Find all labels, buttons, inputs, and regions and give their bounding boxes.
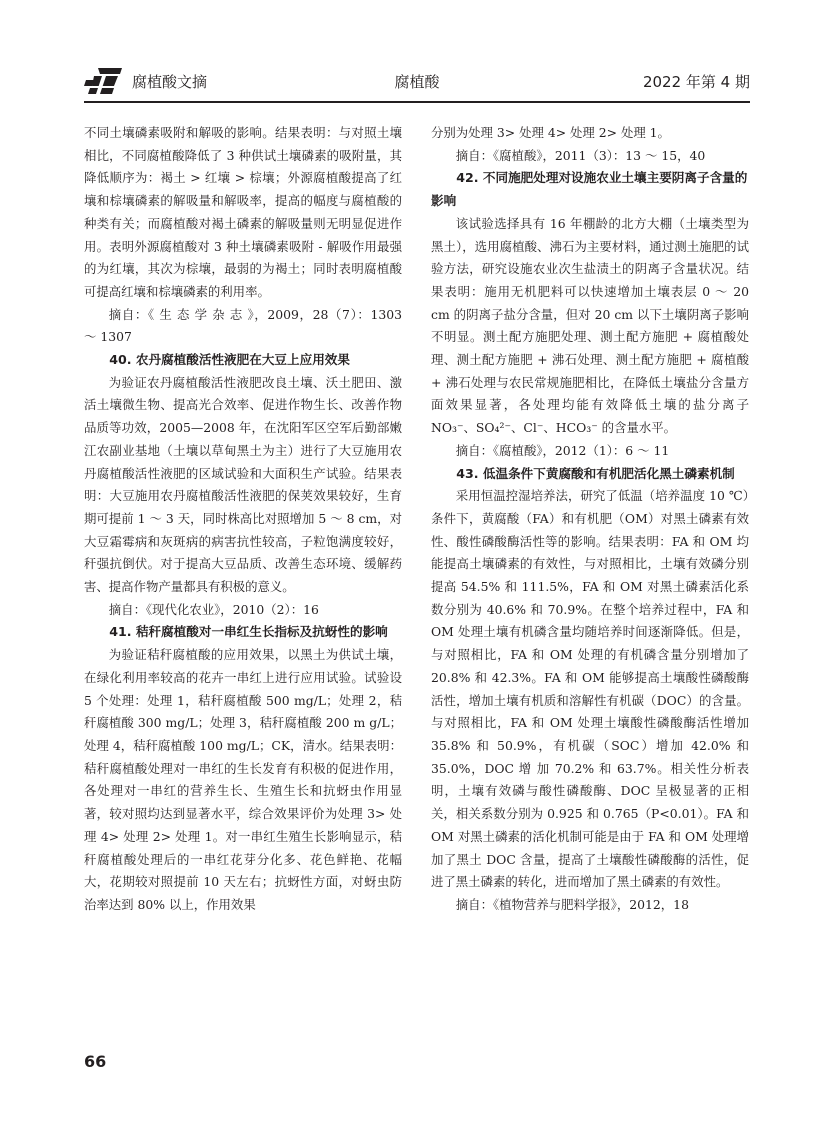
article-title-42: 42. 不同施肥处理对设施农业土壤主要阴离子含量的影响: [431, 170, 748, 209]
citation-41: 摘自：《腐植酸》，2011（3）：13 ～ 15，40: [455, 147, 706, 163]
header-center-title: 腐植酸: [394, 73, 440, 91]
header-issue: 2022 年第 4 期: [642, 73, 750, 91]
page-header: [84, 64, 750, 98]
article-title-41: 41. 秸秆腐植酸对一串红生长指标及抗蚜性的影响: [109, 624, 388, 640]
citation-40: 摘自：《现代化农业》，2010（2）：16: [108, 601, 319, 617]
article-body-40: 为验证农丹腐植酸活性液肥改良土壤、沃土肥田、激活土壤微生物、提高光合效率、促进作物生长、改善作物品质等功效，2005—2008 年，在沈阳军区空军后勤部嫩江农副业基地（土壤以草甸黑土为主）进行了大豆施用农丹腐植酸活性液肥的区域试验和大面积生产试验。结果表明：大豆施用农丹腐植酸活性液肥的保荚效果较好，生育期可提前 1 ～ 3 天，同时株高比对照增加 5 ～ 8 cm，对大豆霜霉病和灰斑病的病害抗性较高，子粒饱满度较好，秆强抗倒伏。对于提高大豆品质、改善生态环境、缓解药害、提高作物产量都具有积极的意义。: [84, 374, 402, 595]
article-title-43: 43. 低温条件下黄腐酸和有机肥活化黑土磷素机制: [456, 465, 735, 481]
article-body-41: 为验证秸秆腐植酸的应用效果，以黑土为供试土壤，在绿化利用率较高的花卉一串红上进行应用试验。试验设 5 个处理：处理 1，秸秆腐植酸 500 mg/L；处理 2，秸秆腐植酸 300 mg/L；处理 3，秸秆腐植酸 200 m g/L；处理 4，秸秆腐植酸 100 mg/L；CK，清水。结果表明：秸秆腐植酸处理对一串红的生长发育有积极的促进作用，各处理对一串红的营养生长、生殖生长和抗蚜虫作用显著，较对照均达到显著水平，综合效果评价为处理 3> 处理 4> 处理 2> 处理 1。对一串红生殖生长影响显示，秸秆腐植酸处理后的一串红花芽分化多、花色鲜艳、花幅大，花期较对照提前 10 天左右；抗蚜性方面，对蚜虫防治率达到 80% 以上，作用效果: [84, 647, 402, 912]
paragraph-continued: 不同土壤磷素吸附和解吸的影响。结果表明：与对照土壤相比，不同腐植酸降低了 3 种供试土壤磷素的吸附量，其降低顺序为：褐土 > 红壤 > 棕壤；外源腐植酸提高了红壤和棕壤磷素的解吸量和解吸率，提高的幅度与腐植酸的种类有关；而腐植酸对褐土磷素的解吸量则无明显促进作用。表明外源腐植酸对 3 种土壤磷素吸附 - 解吸作用最强的为红壤，其次为棕壤，最弱的为褐土；同时表明腐植酸可提高红壤和棕壤磷素的利用率。: [84, 125, 402, 299]
citation-39: 摘自：《 生 态 学 杂 志 》，2009，28（7）：1303 ～ 1307: [84, 306, 402, 345]
header-journal-name: 腐植酸文摘: [132, 73, 208, 91]
article-title-40: 40. 农丹腐植酸活性液肥在大豆上应用效果: [109, 352, 350, 368]
article-body-43: 采用恒温控湿培养法，研究了低温（培养温度 10 ℃）条件下，黄腐酸（FA）和有机肥（OM）对黑土磷素有效性、酸性磷酸酶活性等的影响。结果表明：FA 和 OM 均能提高土壤磷素的有效性，与对照相比，土壤有效磷分别提高 54.5% 和 111.5%，FA 和 OM 对黑土磷素活化系数分别为 40.6% 和 70.9%。在整个培养过程中，FA 和 OM 处理土壤有机磷含量均随培养时间逐渐降低。但是，与对照相比，FA 和 OM 处理的有机磷含量分别增加了 20.8% 和 42.3%。FA 和 OM 能够提高土壤酸性磷酸酶活性，增加土壤有机质和溶解性有机碳（DOC）的含量。与对照相比，FA 和 OM 处理土壤酸性磷酸酶活性增加 35.8% 和 50.9%，有机碳（SOC）增加 42.0% 和 35.0%，DOC 增 加 70.2% 和 63.7%。相关性分析表明，土壤有效磷与酸性磷酸酶、DOC 呈极显著的正相关，相关系数分别为 0.925 和 0.765（P<0.01）。FA 和 OM 对黑土磷素的活化机制可能是由于 FA 和 OM 处理增加了黑土 DOC 含量，提高了土壤酸性磷酸酶的活性，促进了黑土磷素的转化，进而增加了黑土磷素的有效性。: [431, 488, 749, 890]
page-number: 66: [84, 1052, 107, 1071]
header-rule: [84, 101, 750, 103]
citation-43: 摘自：《植物营养与肥料学报》，2012，18: [455, 896, 689, 912]
article-body-42: 该试验选择具有 16 年棚龄的北方大棚（土壤类型为黑土），选用腐植酸、沸石为主要材料，通过测土施肥的试验方法，研究设施农业次生盐渍土的阴离子含量状况。结果表明：施用无机肥料可以快速增加土壤表层 0 ～ 20 cm 的阴离子盐分含量，但对 20 cm 以下土壤阴离子影响不明显。测土配方施肥处理、测土配方施肥 + 腐植酸处理、测土配方施肥 + 沸石处理、测土配方施肥 + 腐植酸 + 沸石处理与农民常规施肥相比，在降低土壤盐分含量方面效果显著，各处理均能有效降低土壤的盐分离子 NO₃⁻、SO₄²⁻、Cl⁻、HCO₃⁻ 的含量水平。: [431, 215, 749, 436]
right-column: [431, 122, 749, 917]
left-column: [84, 122, 402, 917]
citation-42: 摘自：《腐植酸》，2012（1）：6 ～ 11: [455, 442, 670, 458]
paragraph-continued-right: 分别为处理 3> 处理 4> 处理 2> 处理 1。: [431, 125, 670, 140]
